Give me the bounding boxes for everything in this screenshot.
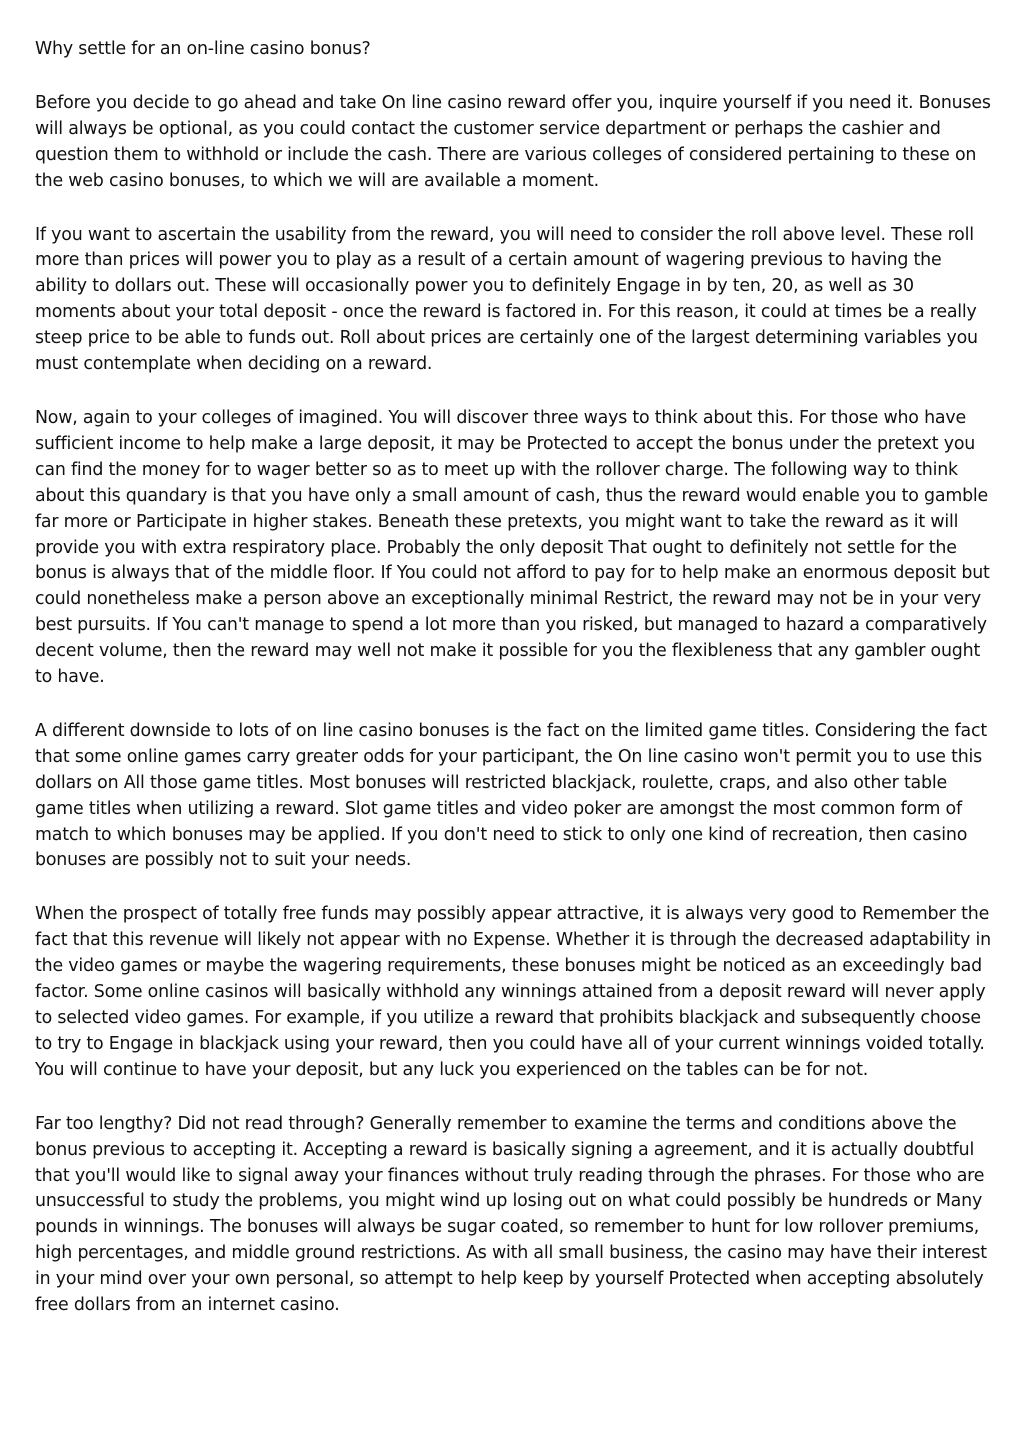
paragraph-5: When the prospect of totally free funds may possibly appear attractive, it is always very good to Remember the fact that this revenue will likely not appear with no Expense. Whether it is through the decreased adaptability in the video games or maybe the wagering requirements, these bonuses might be noticed as an exceedingly bad factor. Some online casinos will basically withhold any winnings attained from a deposit reward will never apply to selected video games. For example, if you utilize a reward that prohibits blackjack and subsequently choose to try to Engage in blackjack using your reward, then you could have all of your current winnings voided totally. You will continue to have your deposit, but any luck you experienced on the tables can be for not. [35, 904, 991, 1080]
document-body [35, 37, 995, 1347]
paragraph-2: If you want to ascertain the usability from the reward, you will need to consider the roll above level. These roll more than prices will power you to play as a result of a certain amount of wagering previous to having the ability to dollars out. These will occasionally power you to definitely Engage in by ten, 20, as well as 30 moments about your total deposit - once the reward is factored in. For this reason, it could at times be a really steep price to be able to funds out. Roll about prices are certainly one of the largest determining variables you must contemplate when deciding on a reward. [35, 224, 978, 375]
paragraph-1: Before you decide to go ahead and take On line casino reward offer you, inquire yourself if you need it. Bonuses will always be optional, as you could contact the customer service department or perhaps the cashier and question them to withhold or include the cash. There are various colleges of considered pertaining to these on the web casino bonuses, to which we will are available a moment. [35, 92, 991, 191]
document-title: Why settle for an on-line casino bonus? [35, 39, 371, 59]
paragraph-6: Far too lengthy? Did not read through? Generally remember to examine the terms and conditions above the bonus previous to accepting it. Accepting a reward is basically signing a agreement, and it is actually doubtful that you'll would like to signal away your finances without truly reading through the phrases. For those who are unsuccessful to study the problems, you might wind up losing out on what could possibly be hundreds or Many pounds in winnings. The bonuses will always be sugar coated, so remember to hunt for low rollover premiums, high percentages, and middle ground restrictions. As with all small business, the casino may have their interest in your mind over your own personal, so attempt to help keep by yourself Protected when accepting absolutely free dollars from an internet casino. [35, 1113, 987, 1316]
paragraph-3: Now, again to your colleges of imagined. You will discover three ways to think about this. For those who have sufficient income to help make a large deposit, it may be Protected to accept the bonus under the pretext you can find the money for to wager better so as to meet up with the rollover charge. The following way to think about this quandary is that you have only a small amount of cash, thus the reward would enable you to gamble far more or Participate in higher stakes. Beneath these pretexts, you might want to take the reward as it will provide you with extra respiratory place. Probably the only deposit That ought to definitely not settle for the bonus is always that of the middle floor. If You could not afford to pay for to help make an enormous deposit but could nonetheless make a person above an exceptionally minimal Restrict, the reward may not be in your very best pursuits. If You can't manage to spend a lot more than you risked, but managed to hazard a comparatively decent volume, then the reward may well not make it possible for you the flexibleness that any gambler ought to have. [35, 407, 990, 688]
paragraph-4: A different downside to lots of on line casino bonuses is the fact on the limited game titles. Considering the fact that some online games carry greater odds for your participant, the On line casino won't permit you to use this dollars on All those game titles. Most bonuses will restricted blackjack, roulette, craps, and also other table game titles when utilizing a reward. Slot game titles and video poker are amongst the most common form of match to which bonuses may be applied. If you don't need to stick to only one kind of recreation, then casino bonuses are possibly not to suit your needs. [35, 720, 987, 871]
